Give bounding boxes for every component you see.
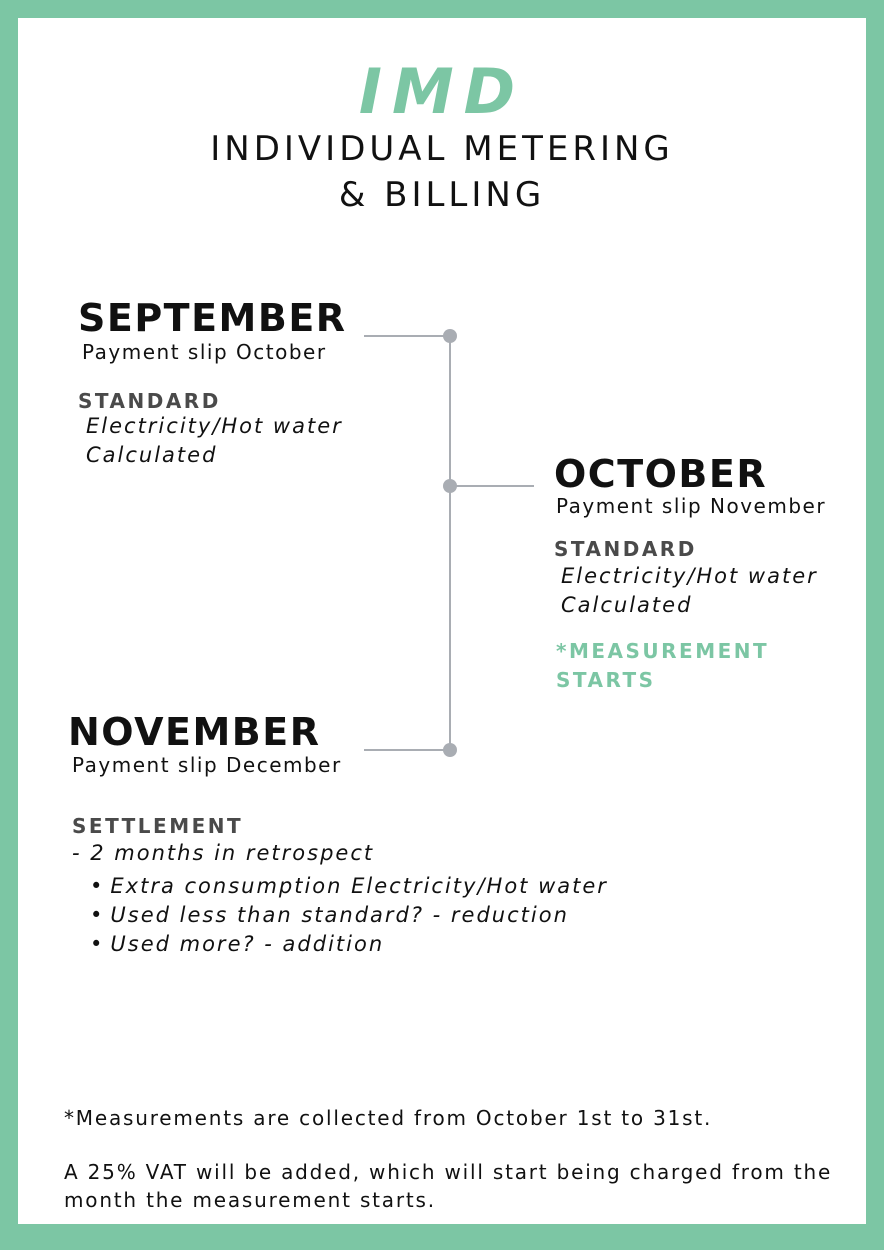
measurement-period-note: *Measurements are collected from October 1st to 31st. [64, 1106, 713, 1130]
settlement-bullet-list [90, 872, 608, 959]
timeline-node-september [443, 329, 457, 343]
measurement-starts-note-line-1: *MEASUREMENT [556, 639, 770, 663]
october-heading: OCTOBER [554, 452, 768, 496]
settlement-bullet: • Used less than standard? - reduction [90, 901, 608, 930]
measurement-starts-note-line-2: STARTS [556, 668, 656, 692]
document-page [18, 18, 866, 1224]
subtitle-line-1: INDIVIDUAL METERING [210, 129, 674, 169]
settlement-bullet: • Extra consumption Electricity/Hot water [90, 872, 608, 901]
october-payment-slip: Payment slip November [556, 494, 827, 518]
timeline-node-november [443, 743, 457, 757]
october-line-2: Calculated [561, 593, 693, 617]
october-line-1: Electricity/Hot water [561, 564, 818, 588]
september-line-2: Calculated [86, 443, 218, 467]
september-payment-slip: Payment slip October [82, 340, 327, 364]
november-payment-slip: Payment slip December [72, 753, 342, 777]
october-label: STANDARD [554, 537, 697, 561]
september-line-1: Electricity/Hot water [86, 414, 343, 438]
september-heading: SEPTEMBER [78, 296, 347, 340]
settlement-intro: - 2 months in retrospect [72, 841, 375, 865]
timeline-node-october [443, 479, 457, 493]
november-heading: NOVEMBER [68, 710, 321, 754]
september-label: STANDARD [78, 389, 221, 413]
vat-note: A 25% VAT will be added, which will start being charged from the month the measurement starts. [64, 1160, 833, 1212]
settlement-label: SETTLEMENT [72, 814, 244, 838]
logo-title: IMD [358, 55, 526, 128]
subtitle-line-2: & BILLING [338, 175, 546, 215]
settlement-bullet: • Used more? - addition [90, 930, 608, 959]
